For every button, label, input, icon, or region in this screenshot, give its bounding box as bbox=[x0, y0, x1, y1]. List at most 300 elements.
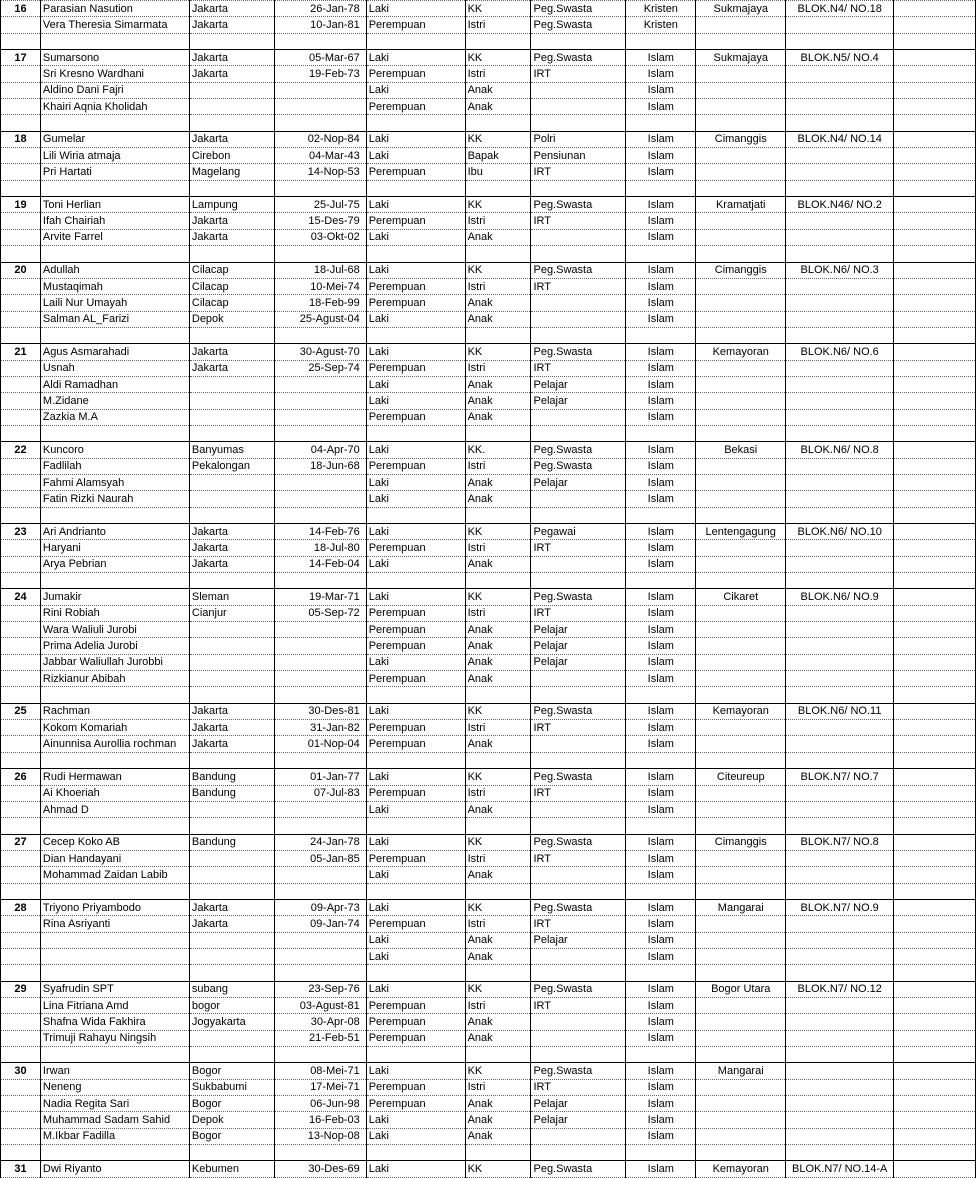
cell-birthplace[interactable] bbox=[189, 327, 274, 343]
cell-name[interactable]: Aldi Ramadhan bbox=[40, 376, 189, 392]
cell-relation[interactable]: KK bbox=[465, 1063, 531, 1079]
cell-relation[interactable]: Anak bbox=[465, 654, 531, 670]
cell-no[interactable] bbox=[1, 883, 41, 899]
cell-relation[interactable]: Istri bbox=[465, 458, 531, 474]
cell-no[interactable] bbox=[1, 687, 41, 703]
cell-relation[interactable] bbox=[465, 965, 531, 981]
cell-birthplace[interactable] bbox=[189, 33, 274, 49]
cell-religion[interactable]: Islam bbox=[626, 262, 696, 278]
cell-religion[interactable]: Islam bbox=[626, 540, 696, 556]
cell-birthdate[interactable] bbox=[274, 409, 366, 425]
cell-birthdate[interactable] bbox=[274, 33, 366, 49]
cell-address[interactable] bbox=[786, 213, 894, 229]
cell-address[interactable] bbox=[786, 376, 894, 392]
cell-gender[interactable]: Perempuan bbox=[366, 1096, 465, 1112]
cell-birthdate[interactable]: 30-Apr-08 bbox=[274, 1014, 366, 1030]
cell-gender[interactable]: Perempuan bbox=[366, 671, 465, 687]
cell-religion[interactable] bbox=[626, 115, 696, 131]
cell-occupation[interactable]: Pelajar bbox=[531, 393, 626, 409]
cell-birthplace[interactable] bbox=[189, 507, 274, 523]
cell-religion[interactable]: Islam bbox=[626, 295, 696, 311]
cell-name[interactable]: Mohammad Zaidan Labib bbox=[40, 867, 189, 883]
cell-origin[interactable]: Mangarai bbox=[696, 899, 786, 915]
cell-birthplace[interactable] bbox=[189, 850, 274, 866]
cell-birthdate[interactable]: 18-Jul-80 bbox=[274, 540, 366, 556]
cell-birthplace[interactable] bbox=[189, 671, 274, 687]
cell-name[interactable]: Sri Kresno Wardhani bbox=[40, 66, 189, 82]
cell-extra[interactable] bbox=[894, 818, 976, 834]
cell-origin[interactable] bbox=[696, 1047, 786, 1063]
cell-no[interactable] bbox=[1, 1047, 41, 1063]
cell-no[interactable] bbox=[1, 671, 41, 687]
cell-religion[interactable]: Islam bbox=[626, 131, 696, 147]
cell-occupation[interactable] bbox=[531, 948, 626, 964]
cell-extra[interactable] bbox=[894, 1030, 976, 1046]
cell-address[interactable] bbox=[786, 246, 894, 262]
cell-religion[interactable]: Islam bbox=[626, 393, 696, 409]
cell-gender[interactable] bbox=[366, 818, 465, 834]
cell-origin[interactable] bbox=[696, 867, 786, 883]
cell-birthplace[interactable]: Lampung bbox=[189, 197, 274, 213]
cell-origin[interactable] bbox=[696, 965, 786, 981]
cell-occupation[interactable]: Peg.Swasta bbox=[531, 458, 626, 474]
cell-occupation[interactable]: Peg.Swasta bbox=[531, 262, 626, 278]
cell-birthplace[interactable]: Jakarta bbox=[189, 17, 274, 33]
cell-name[interactable] bbox=[40, 883, 189, 899]
cell-name[interactable]: Triyono Priyambodo bbox=[40, 899, 189, 915]
cell-name[interactable] bbox=[40, 33, 189, 49]
cell-occupation[interactable] bbox=[531, 687, 626, 703]
cell-birthdate[interactable] bbox=[274, 474, 366, 490]
cell-religion[interactable]: Kristen bbox=[626, 17, 696, 33]
cell-extra[interactable] bbox=[894, 605, 976, 621]
cell-name[interactable] bbox=[40, 115, 189, 131]
cell-birthdate[interactable] bbox=[274, 883, 366, 899]
cell-address[interactable] bbox=[786, 295, 894, 311]
cell-occupation[interactable] bbox=[531, 491, 626, 507]
cell-birthplace[interactable]: Cirebon bbox=[189, 148, 274, 164]
cell-relation[interactable]: KK bbox=[465, 1161, 531, 1177]
cell-no[interactable] bbox=[1, 997, 41, 1013]
cell-extra[interactable] bbox=[894, 671, 976, 687]
cell-occupation[interactable]: IRT bbox=[531, 916, 626, 932]
cell-gender[interactable]: Laki bbox=[366, 1063, 465, 1079]
cell-name[interactable]: Muhammad Sadam Sahid bbox=[40, 1112, 189, 1128]
cell-religion[interactable] bbox=[626, 883, 696, 899]
cell-relation[interactable]: KK bbox=[465, 131, 531, 147]
cell-occupation[interactable] bbox=[531, 752, 626, 768]
cell-religion[interactable]: Islam bbox=[626, 769, 696, 785]
cell-birthplace[interactable] bbox=[189, 948, 274, 964]
cell-address[interactable] bbox=[786, 818, 894, 834]
cell-extra[interactable] bbox=[894, 164, 976, 180]
cell-birthplace[interactable] bbox=[189, 818, 274, 834]
cell-name[interactable]: Adullah bbox=[40, 262, 189, 278]
cell-name[interactable] bbox=[40, 965, 189, 981]
cell-extra[interactable] bbox=[894, 1145, 976, 1161]
cell-address[interactable]: BLOK.N6/ NO.11 bbox=[786, 703, 894, 719]
cell-origin[interactable]: Kramatjati bbox=[696, 197, 786, 213]
cell-birthdate[interactable]: 03-Agust-81 bbox=[274, 997, 366, 1013]
cell-no[interactable] bbox=[1, 622, 41, 638]
cell-extra[interactable] bbox=[894, 1047, 976, 1063]
cell-birthplace[interactable] bbox=[189, 801, 274, 817]
cell-occupation[interactable]: Peg.Swasta bbox=[531, 981, 626, 997]
cell-birthplace[interactable] bbox=[189, 622, 274, 638]
cell-religion[interactable]: Islam bbox=[626, 66, 696, 82]
cell-relation[interactable] bbox=[465, 818, 531, 834]
cell-extra[interactable] bbox=[894, 556, 976, 572]
cell-extra[interactable] bbox=[894, 131, 976, 147]
cell-extra[interactable] bbox=[894, 246, 976, 262]
cell-name[interactable]: Usnah bbox=[40, 360, 189, 376]
cell-address[interactable]: BLOK.N6/ NO.8 bbox=[786, 442, 894, 458]
cell-relation[interactable]: KK bbox=[465, 197, 531, 213]
cell-origin[interactable] bbox=[696, 932, 786, 948]
cell-gender[interactable]: Perempuan bbox=[366, 916, 465, 932]
cell-no[interactable] bbox=[1, 491, 41, 507]
cell-extra[interactable] bbox=[894, 638, 976, 654]
cell-birthdate[interactable]: 10-Mei-74 bbox=[274, 278, 366, 294]
cell-no[interactable] bbox=[1, 1145, 41, 1161]
cell-no[interactable] bbox=[1, 278, 41, 294]
cell-name[interactable]: Fahmi Alamsyah bbox=[40, 474, 189, 490]
cell-birthdate[interactable] bbox=[274, 115, 366, 131]
cell-occupation[interactable]: Pelajar bbox=[531, 654, 626, 670]
cell-birthdate[interactable] bbox=[274, 687, 366, 703]
cell-relation[interactable] bbox=[465, 115, 531, 131]
cell-extra[interactable] bbox=[894, 769, 976, 785]
cell-birthplace[interactable]: Jakarta bbox=[189, 50, 274, 66]
cell-origin[interactable] bbox=[696, 17, 786, 33]
cell-birthplace[interactable]: Bogor bbox=[189, 1128, 274, 1144]
cell-extra[interactable] bbox=[894, 458, 976, 474]
cell-extra[interactable] bbox=[894, 1161, 976, 1177]
cell-origin[interactable] bbox=[696, 916, 786, 932]
cell-birthplace[interactable] bbox=[189, 965, 274, 981]
cell-birthplace[interactable]: Jakarta bbox=[189, 66, 274, 82]
cell-relation[interactable] bbox=[465, 1047, 531, 1063]
cell-address[interactable] bbox=[786, 883, 894, 899]
cell-no[interactable] bbox=[1, 638, 41, 654]
cell-origin[interactable] bbox=[696, 115, 786, 131]
cell-no[interactable]: 21 bbox=[1, 344, 41, 360]
cell-gender[interactable] bbox=[366, 573, 465, 589]
cell-relation[interactable] bbox=[465, 425, 531, 441]
cell-gender[interactable]: Laki bbox=[366, 197, 465, 213]
cell-occupation[interactable] bbox=[531, 82, 626, 98]
cell-name[interactable]: Ai Khoeriah bbox=[40, 785, 189, 801]
cell-gender[interactable]: Perempuan bbox=[366, 638, 465, 654]
cell-religion[interactable] bbox=[626, 752, 696, 768]
cell-birthplace[interactable] bbox=[189, 638, 274, 654]
cell-gender[interactable]: Perempuan bbox=[366, 1079, 465, 1095]
cell-address[interactable] bbox=[786, 507, 894, 523]
cell-relation[interactable]: Anak bbox=[465, 1128, 531, 1144]
cell-no[interactable] bbox=[1, 818, 41, 834]
cell-name[interactable]: Neneng bbox=[40, 1079, 189, 1095]
cell-relation[interactable]: Anak bbox=[465, 556, 531, 572]
cell-no[interactable] bbox=[1, 360, 41, 376]
cell-extra[interactable] bbox=[894, 197, 976, 213]
cell-gender[interactable] bbox=[366, 752, 465, 768]
cell-birthplace[interactable]: Bogor bbox=[189, 1096, 274, 1112]
cell-address[interactable] bbox=[786, 638, 894, 654]
cell-relation[interactable]: Anak bbox=[465, 491, 531, 507]
cell-birthdate[interactable]: 30-Des-81 bbox=[274, 703, 366, 719]
cell-birthplace[interactable]: Banyumas bbox=[189, 442, 274, 458]
cell-origin[interactable] bbox=[696, 376, 786, 392]
cell-origin[interactable]: Bekasi bbox=[696, 442, 786, 458]
cell-occupation[interactable]: Peg.Swasta bbox=[531, 1063, 626, 1079]
cell-relation[interactable]: Istri bbox=[465, 213, 531, 229]
cell-religion[interactable]: Islam bbox=[626, 1079, 696, 1095]
cell-birthdate[interactable] bbox=[274, 491, 366, 507]
cell-gender[interactable] bbox=[366, 507, 465, 523]
cell-extra[interactable] bbox=[894, 393, 976, 409]
cell-extra[interactable] bbox=[894, 474, 976, 490]
cell-no[interactable]: 26 bbox=[1, 769, 41, 785]
cell-relation[interactable]: Anak bbox=[465, 82, 531, 98]
cell-occupation[interactable]: IRT bbox=[531, 540, 626, 556]
cell-name[interactable]: Ahmad D bbox=[40, 801, 189, 817]
cell-no[interactable] bbox=[1, 458, 41, 474]
cell-relation[interactable]: Istri bbox=[465, 720, 531, 736]
cell-origin[interactable] bbox=[696, 573, 786, 589]
cell-birthdate[interactable] bbox=[274, 573, 366, 589]
cell-origin[interactable] bbox=[696, 180, 786, 196]
cell-extra[interactable] bbox=[894, 899, 976, 915]
cell-extra[interactable] bbox=[894, 736, 976, 752]
cell-address[interactable] bbox=[786, 1128, 894, 1144]
cell-birthplace[interactable]: Cianjur bbox=[189, 605, 274, 621]
cell-gender[interactable]: Laki bbox=[366, 1112, 465, 1128]
cell-name[interactable]: Rachman bbox=[40, 703, 189, 719]
cell-birthplace[interactable]: Cilacap bbox=[189, 262, 274, 278]
cell-origin[interactable] bbox=[696, 491, 786, 507]
cell-origin[interactable] bbox=[696, 556, 786, 572]
cell-birthplace[interactable]: Jakarta bbox=[189, 899, 274, 915]
cell-extra[interactable] bbox=[894, 1096, 976, 1112]
cell-occupation[interactable] bbox=[531, 295, 626, 311]
cell-birthdate[interactable]: 09-Jan-74 bbox=[274, 916, 366, 932]
cell-birthdate[interactable]: 06-Jun-98 bbox=[274, 1096, 366, 1112]
cell-relation[interactable] bbox=[465, 180, 531, 196]
cell-address[interactable] bbox=[786, 148, 894, 164]
cell-religion[interactable]: Islam bbox=[626, 311, 696, 327]
cell-occupation[interactable] bbox=[531, 99, 626, 115]
cell-occupation[interactable] bbox=[531, 1014, 626, 1030]
cell-address[interactable] bbox=[786, 736, 894, 752]
cell-extra[interactable] bbox=[894, 33, 976, 49]
cell-name[interactable]: Nadia Regita Sari bbox=[40, 1096, 189, 1112]
cell-gender[interactable]: Laki bbox=[366, 229, 465, 245]
cell-name[interactable]: Rudi Hermawan bbox=[40, 769, 189, 785]
cell-origin[interactable] bbox=[696, 393, 786, 409]
cell-name[interactable]: Haryani bbox=[40, 540, 189, 556]
cell-birthplace[interactable]: subang bbox=[189, 981, 274, 997]
cell-birthdate[interactable]: 02-Nop-84 bbox=[274, 131, 366, 147]
cell-religion[interactable] bbox=[626, 573, 696, 589]
cell-origin[interactable] bbox=[696, 278, 786, 294]
cell-gender[interactable]: Laki bbox=[366, 556, 465, 572]
cell-no[interactable]: 18 bbox=[1, 131, 41, 147]
cell-birthdate[interactable] bbox=[274, 376, 366, 392]
cell-birthplace[interactable] bbox=[189, 867, 274, 883]
cell-address[interactable]: BLOK.N5/ NO.4 bbox=[786, 50, 894, 66]
cell-extra[interactable] bbox=[894, 1014, 976, 1030]
cell-gender[interactable]: Perempuan bbox=[366, 213, 465, 229]
cell-address[interactable] bbox=[786, 654, 894, 670]
cell-name[interactable]: Vera Theresia Simarmata bbox=[40, 17, 189, 33]
cell-birthdate[interactable]: 04-Mar-43 bbox=[274, 148, 366, 164]
cell-occupation[interactable]: Peg.Swasta bbox=[531, 899, 626, 915]
cell-religion[interactable] bbox=[626, 687, 696, 703]
cell-extra[interactable] bbox=[894, 850, 976, 866]
cell-origin[interactable] bbox=[696, 458, 786, 474]
cell-relation[interactable]: Anak bbox=[465, 1014, 531, 1030]
cell-occupation[interactable] bbox=[531, 409, 626, 425]
cell-address[interactable]: BLOK.N6/ NO.3 bbox=[786, 262, 894, 278]
cell-address[interactable]: BLOK.N6/ NO.9 bbox=[786, 589, 894, 605]
cell-birthplace[interactable] bbox=[189, 491, 274, 507]
cell-occupation[interactable]: Polri bbox=[531, 131, 626, 147]
cell-extra[interactable] bbox=[894, 213, 976, 229]
cell-name[interactable]: Prima Adelia Jurobi bbox=[40, 638, 189, 654]
cell-relation[interactable] bbox=[465, 327, 531, 343]
cell-no[interactable] bbox=[1, 164, 41, 180]
cell-birthplace[interactable]: Jakarta bbox=[189, 556, 274, 572]
cell-religion[interactable]: Islam bbox=[626, 1014, 696, 1030]
cell-relation[interactable]: Istri bbox=[465, 278, 531, 294]
cell-no[interactable]: 28 bbox=[1, 899, 41, 915]
cell-occupation[interactable] bbox=[531, 246, 626, 262]
cell-name[interactable]: Trimuji Rahayu Ningsih bbox=[40, 1030, 189, 1046]
cell-origin[interactable]: Sukmajaya bbox=[696, 50, 786, 66]
cell-birthdate[interactable] bbox=[274, 507, 366, 523]
cell-no[interactable] bbox=[1, 115, 41, 131]
cell-extra[interactable] bbox=[894, 687, 976, 703]
cell-occupation[interactable]: IRT bbox=[531, 850, 626, 866]
cell-origin[interactable] bbox=[696, 311, 786, 327]
cell-name[interactable]: Irwan bbox=[40, 1063, 189, 1079]
cell-no[interactable]: 25 bbox=[1, 703, 41, 719]
cell-gender[interactable] bbox=[366, 687, 465, 703]
cell-gender[interactable] bbox=[366, 180, 465, 196]
cell-address[interactable] bbox=[786, 1145, 894, 1161]
cell-no[interactable] bbox=[1, 850, 41, 866]
cell-extra[interactable] bbox=[894, 442, 976, 458]
cell-no[interactable] bbox=[1, 1030, 41, 1046]
cell-relation[interactable]: Anak bbox=[465, 948, 531, 964]
cell-gender[interactable]: Perempuan bbox=[366, 66, 465, 82]
cell-birthplace[interactable] bbox=[189, 99, 274, 115]
cell-religion[interactable]: Islam bbox=[626, 703, 696, 719]
cell-relation[interactable]: KK bbox=[465, 769, 531, 785]
cell-name[interactable]: Ari Andrianto bbox=[40, 524, 189, 540]
cell-address[interactable] bbox=[786, 965, 894, 981]
cell-origin[interactable] bbox=[696, 1030, 786, 1046]
cell-occupation[interactable]: IRT bbox=[531, 1079, 626, 1095]
cell-occupation[interactable] bbox=[531, 115, 626, 131]
cell-extra[interactable] bbox=[894, 115, 976, 131]
cell-relation[interactable]: Anak bbox=[465, 932, 531, 948]
cell-occupation[interactable]: IRT bbox=[531, 785, 626, 801]
cell-name[interactable]: Fadlilah bbox=[40, 458, 189, 474]
cell-occupation[interactable] bbox=[531, 180, 626, 196]
cell-address[interactable] bbox=[786, 997, 894, 1013]
cell-origin[interactable] bbox=[696, 540, 786, 556]
cell-gender[interactable]: Laki bbox=[366, 981, 465, 997]
cell-gender[interactable] bbox=[366, 327, 465, 343]
cell-occupation[interactable] bbox=[531, 327, 626, 343]
cell-no[interactable] bbox=[1, 213, 41, 229]
cell-birthplace[interactable]: Jakarta bbox=[189, 916, 274, 932]
cell-religion[interactable]: Islam bbox=[626, 638, 696, 654]
cell-birthplace[interactable]: Bandung bbox=[189, 834, 274, 850]
cell-birthdate[interactable] bbox=[274, 393, 366, 409]
cell-origin[interactable] bbox=[696, 997, 786, 1013]
cell-name[interactable]: Lina Fitriana Amd bbox=[40, 997, 189, 1013]
cell-origin[interactable] bbox=[696, 605, 786, 621]
cell-occupation[interactable]: IRT bbox=[531, 164, 626, 180]
cell-gender[interactable]: Laki bbox=[366, 82, 465, 98]
cell-no[interactable]: 19 bbox=[1, 197, 41, 213]
cell-gender[interactable]: Laki bbox=[366, 589, 465, 605]
cell-birthdate[interactable]: 04-Apr-70 bbox=[274, 442, 366, 458]
cell-no[interactable] bbox=[1, 932, 41, 948]
cell-extra[interactable] bbox=[894, 589, 976, 605]
cell-birthplace[interactable]: Jakarta bbox=[189, 524, 274, 540]
cell-occupation[interactable] bbox=[531, 883, 626, 899]
cell-relation[interactable]: Anak bbox=[465, 1096, 531, 1112]
cell-extra[interactable] bbox=[894, 409, 976, 425]
cell-occupation[interactable] bbox=[531, 736, 626, 752]
cell-religion[interactable] bbox=[626, 33, 696, 49]
cell-no[interactable] bbox=[1, 801, 41, 817]
cell-name[interactable] bbox=[40, 180, 189, 196]
cell-gender[interactable]: Laki bbox=[366, 376, 465, 392]
cell-birthdate[interactable]: 15-Des-79 bbox=[274, 213, 366, 229]
cell-relation[interactable]: KK bbox=[465, 50, 531, 66]
cell-gender[interactable]: Laki bbox=[366, 50, 465, 66]
cell-no[interactable] bbox=[1, 867, 41, 883]
cell-extra[interactable] bbox=[894, 360, 976, 376]
cell-no[interactable] bbox=[1, 1096, 41, 1112]
cell-origin[interactable] bbox=[696, 1014, 786, 1030]
cell-religion[interactable]: Islam bbox=[626, 524, 696, 540]
cell-birthplace[interactable] bbox=[189, 376, 274, 392]
cell-occupation[interactable]: Pelajar bbox=[531, 376, 626, 392]
cell-extra[interactable] bbox=[894, 883, 976, 899]
cell-no[interactable] bbox=[1, 66, 41, 82]
cell-religion[interactable]: Islam bbox=[626, 850, 696, 866]
cell-origin[interactable] bbox=[696, 33, 786, 49]
cell-origin[interactable] bbox=[696, 164, 786, 180]
cell-no[interactable]: 24 bbox=[1, 589, 41, 605]
cell-birthdate[interactable]: 21-Feb-51 bbox=[274, 1030, 366, 1046]
cell-no[interactable]: 27 bbox=[1, 834, 41, 850]
cell-extra[interactable] bbox=[894, 752, 976, 768]
cell-relation[interactable]: Anak bbox=[465, 638, 531, 654]
cell-name[interactable]: Gumelar bbox=[40, 131, 189, 147]
cell-birthplace[interactable] bbox=[189, 180, 274, 196]
cell-gender[interactable]: Laki bbox=[366, 867, 465, 883]
cell-birthplace[interactable] bbox=[189, 752, 274, 768]
cell-address[interactable]: BLOK.N4/ NO.14 bbox=[786, 131, 894, 147]
cell-address[interactable] bbox=[786, 916, 894, 932]
cell-birthplace[interactable] bbox=[189, 573, 274, 589]
